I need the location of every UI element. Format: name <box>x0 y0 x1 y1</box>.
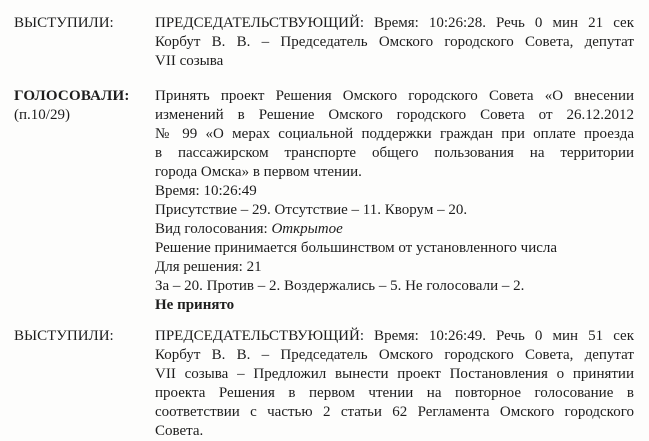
text-line: Принять проект Решения Омского городского Совета «О внесении <box>155 88 634 104</box>
text-line: соответствии с частью 2 статьи 62 Регламента Омского городского <box>155 404 634 420</box>
vote-attendance-line: Присутствие – 29. Отсутствие – 11. Кворум – 20. <box>155 202 468 218</box>
entry-sublabel-item-number: (п.10/29) <box>14 107 70 123</box>
vote-result: Не принято <box>155 297 235 313</box>
entry-body <box>155 14 634 71</box>
entry-label-column <box>14 87 155 125</box>
entry-label-column <box>14 14 155 33</box>
text-line: VII созыва <box>155 53 224 69</box>
vote-time-line: Время: 10:26:49 <box>155 183 257 199</box>
vote-type-value: Открытое <box>271 221 343 237</box>
vote-threshold-line: Для решения: 21 <box>155 259 262 275</box>
text-line: города Омска» в первом чтении. <box>155 164 362 180</box>
text-line: VII созыва – Предложил вынести проект Постановления о принятии <box>155 366 634 382</box>
text-line: в пассажирском транспорте общего пользования на территории <box>155 145 634 161</box>
entry-label: ГОЛОСОВАЛИ: <box>14 88 130 104</box>
entry-body <box>155 87 634 315</box>
entry-speakers-1 <box>14 14 634 71</box>
vote-type-line <box>155 220 634 239</box>
text-line: Корбут В. В. – Председатель Омского городского Совета, депутат <box>155 347 634 363</box>
entry-body <box>155 327 634 441</box>
entry-label: ВЫСТУПИЛИ: <box>14 328 114 344</box>
entry-label-column <box>14 327 155 346</box>
entry-label: ВЫСТУПИЛИ: <box>14 15 114 31</box>
text-line: проекта Решения в первом чтении на повторное голосование в <box>155 385 634 401</box>
text-line: изменений в Решение Омского городского Совета от 26.12.2012 <box>155 107 634 123</box>
text-line: № 99 «О мерах социальной поддержки граждан при оплате проезда <box>155 126 634 142</box>
vote-rule-line: Решение принимается большинством от установленного числа <box>155 240 558 256</box>
text-line: ПРЕДСЕДАТЕЛЬСТВУЮЩИЙ: Время: 10:26:49. Речь 0 мин 51 сек <box>155 328 634 344</box>
text-line: Совета. <box>155 423 204 439</box>
text-line: Корбут В. В. – Председатель Омского городского Совета, депутат <box>155 34 634 50</box>
entry-voting <box>14 87 634 315</box>
vote-type-label: Вид голосования: <box>155 221 272 237</box>
entry-speakers-2 <box>14 327 634 441</box>
vote-tally-line: За – 20. Против – 2. Воздержались – 5. Не голосовали – 2. <box>155 278 525 294</box>
text-line: ПРЕДСЕДАТЕЛЬСТВУЮЩИЙ: Время: 10:26:28. Речь 0 мин 21 сек <box>155 15 634 31</box>
